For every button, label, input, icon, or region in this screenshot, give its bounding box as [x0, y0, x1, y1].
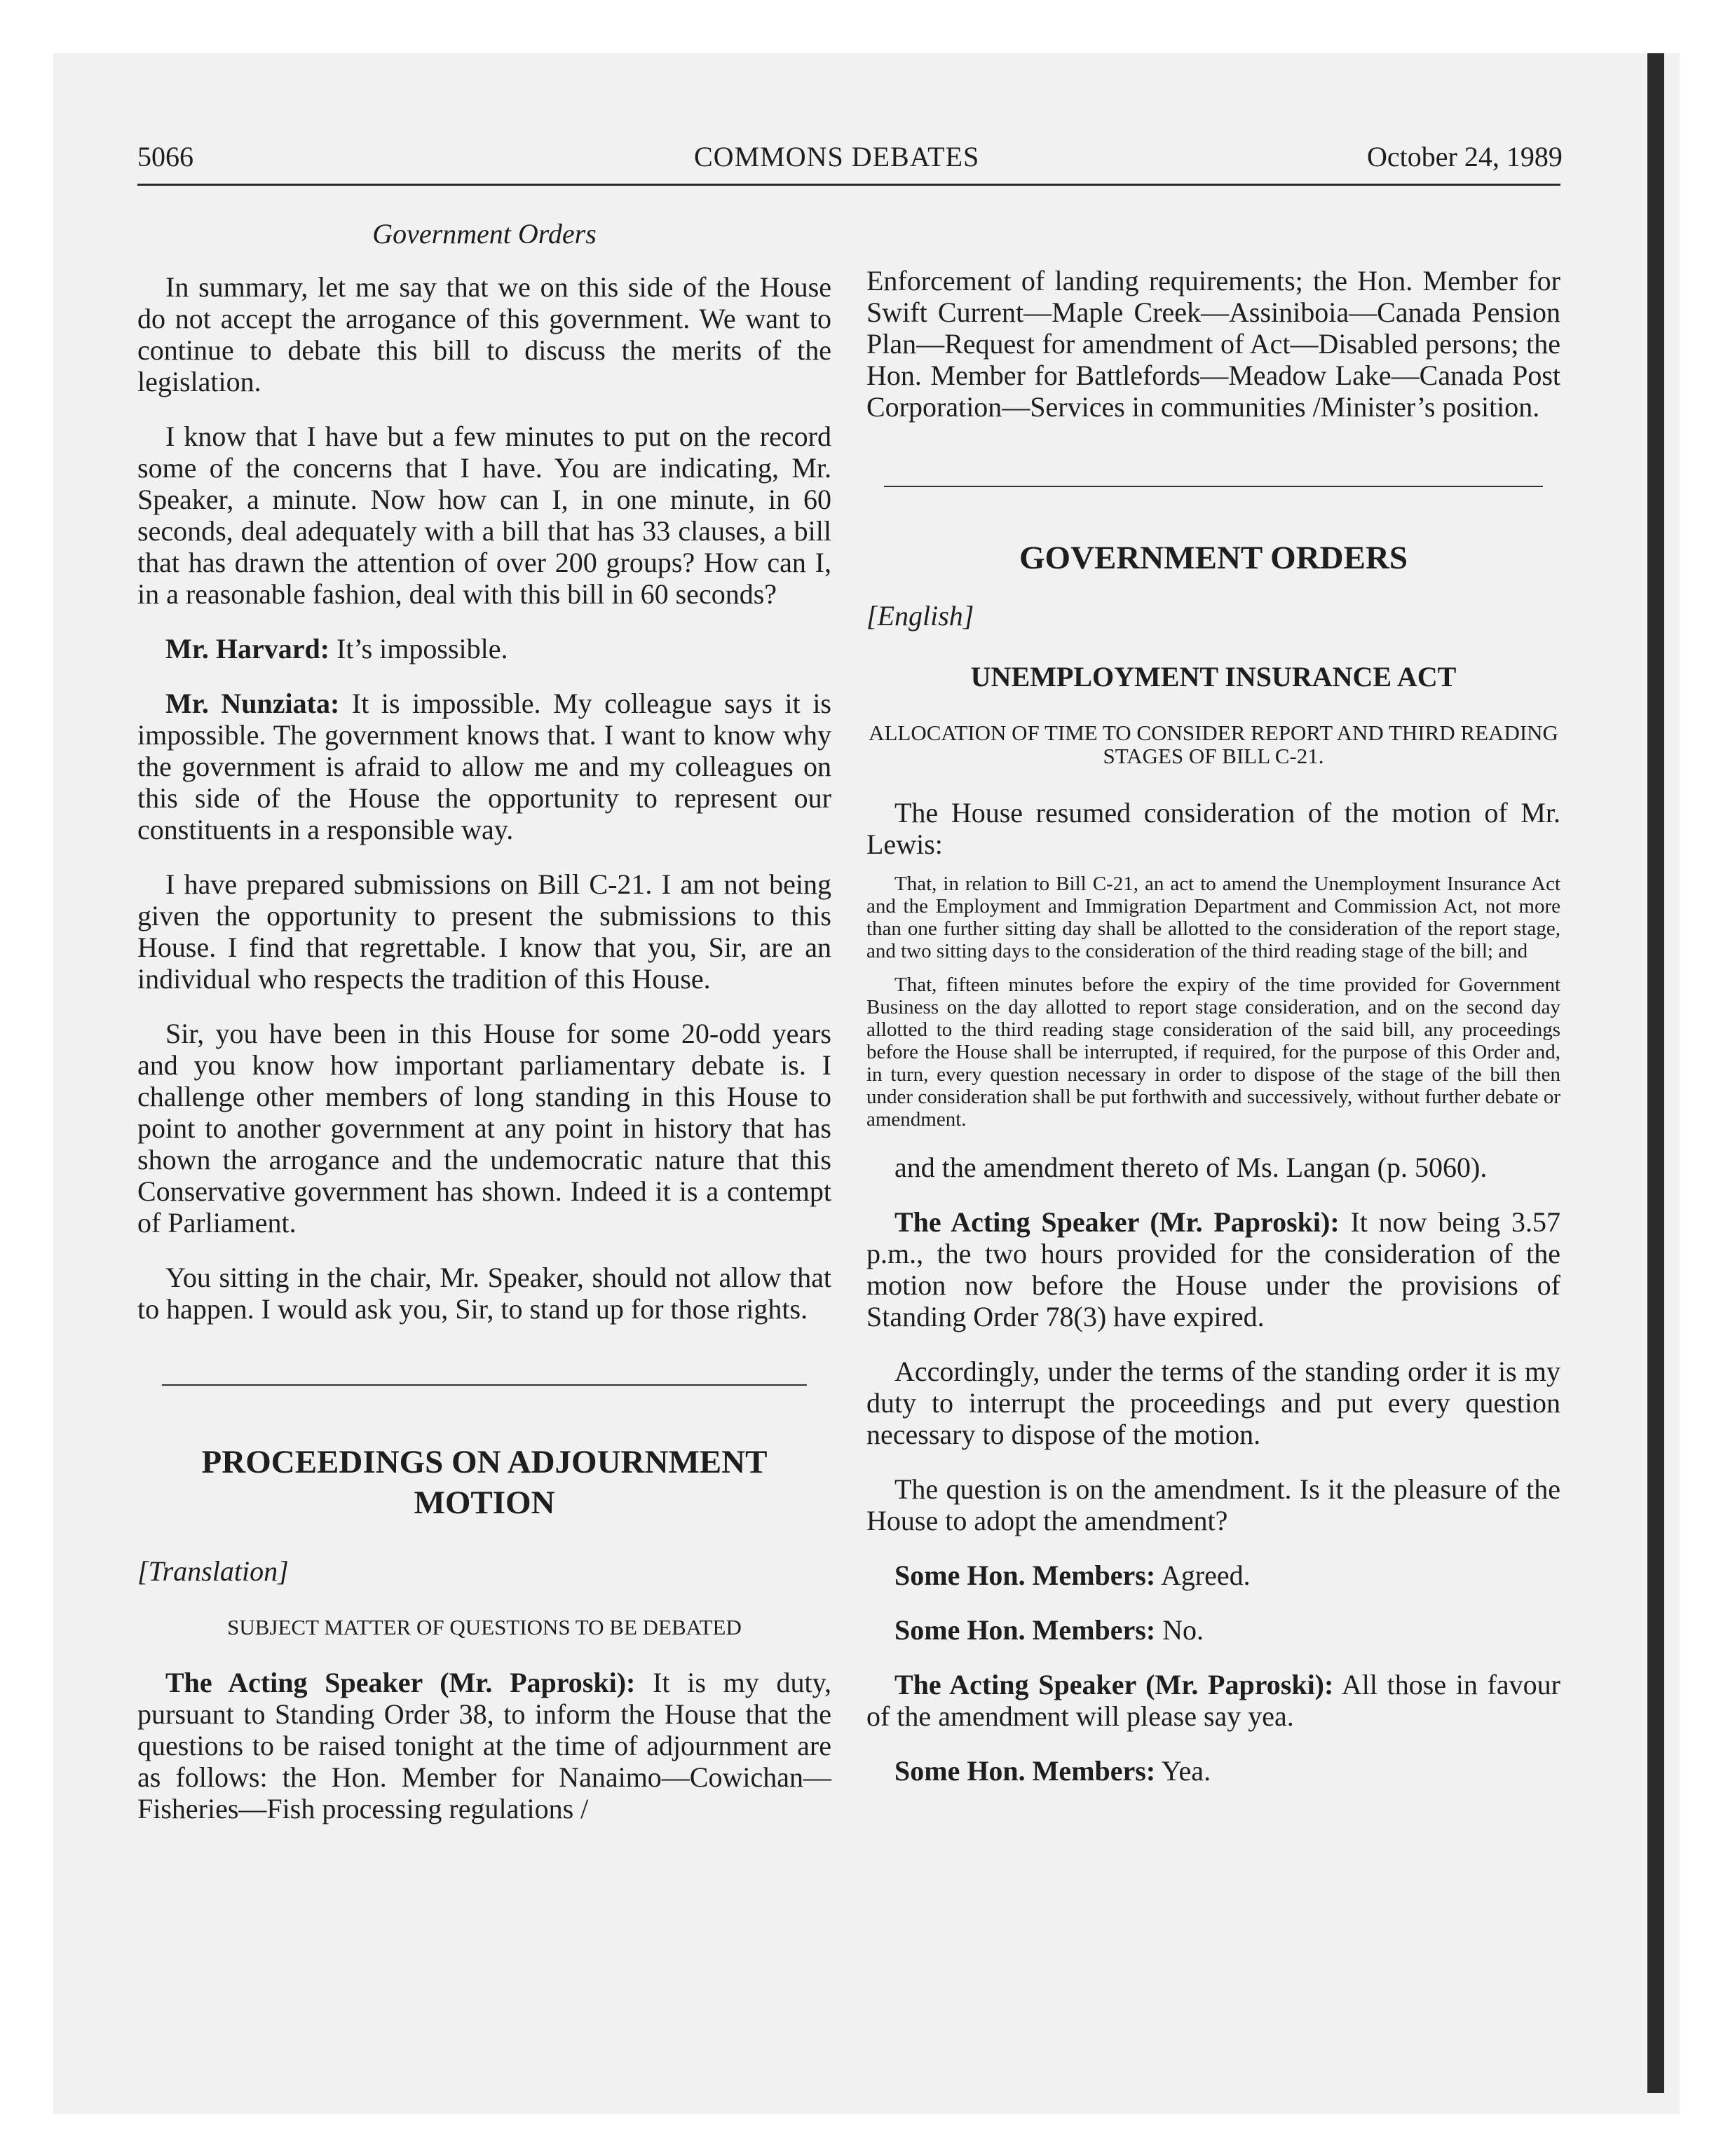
paragraph: Enforcement of landing requirements; the Hon. Member for Swift Current—Maple Creek—Assiniboia—Canada Pension Plan—Request for amendment of Act—Disabled persons; the Hon. Member for Battlefords—Meadow Lake—Canada Post Corporation—Services in communities /Minister’s position. — [866, 265, 1560, 423]
speech-text: Agreed. — [1160, 1560, 1251, 1591]
paragraph: I have prepared submissions on Bill C-21. I am not being given the opportunity to present the submissions to this House. I find that regrettable. I know that you, Sir, are an individual who respects the tradition of this House. — [137, 868, 831, 995]
act-heading: UNEMPLOYMENT INSURANCE ACT — [970, 661, 1457, 692]
publication-title: COMMONS DEBATES — [694, 141, 980, 172]
section-heading: GOVERNMENT ORDERS — [1019, 540, 1408, 576]
speaker-name: Some Hon. Members: — [894, 1755, 1156, 1787]
speech-text: No. — [1162, 1614, 1204, 1646]
speech-acting-speaker — [866, 1669, 1560, 1732]
paragraph: and the amendment thereto of Ms. Langan (p. 5060). — [894, 1152, 1488, 1183]
running-head: Government Orders — [372, 218, 597, 250]
left-column — [137, 217, 831, 1848]
speaker-name: The Acting Speaker (Mr. Paproski): — [165, 1667, 636, 1698]
speech-acting-speaker — [866, 1206, 1560, 1332]
right-column — [866, 265, 1560, 1810]
speech-acting-speaker — [137, 1667, 831, 1824]
allocation-heading: ALLOCATION OF TIME TO CONSIDER REPORT AND THIRD READING STAGES OF BILL C-21. — [869, 721, 1558, 768]
speech-harvard — [137, 633, 831, 664]
speech-text: It is my duty, pursuant to Standing Order 38, to inform the House that the questions to be raised tonight at the time of adjournment are as follows: the Hon. Member for Nanaimo—Cowichan—Fisheries—Fish processing regulations / — [137, 1667, 831, 1824]
paragraph: The question is on the amendment. Is it the pleasure of the House to adopt the amendment? — [866, 1473, 1560, 1536]
paragraph: I know that I have but a few minutes to put on the record some of the concerns that I have. You are indicating, Mr. Speaker, a minute. Now how can I, in one minute, in 60 seconds, deal adequately with a bill that has 33 clauses, a bill that has drawn the attention of over 200 groups? How can I, in a reasonable fashion, deal with this bill in 60 seconds? — [137, 421, 831, 610]
speaker-name: Some Hon. Members: — [894, 1560, 1156, 1591]
language-tag: [English] — [866, 600, 974, 632]
speech-nunziata — [137, 688, 831, 845]
header-rule — [137, 184, 1560, 186]
paragraph: In summary, let me say that we on this side of the House do not accept the arrogance of this government. We want to continue to debate this bill to discuss the merits of the legislation. — [137, 271, 831, 397]
section-divider — [884, 486, 1543, 487]
speaker-name: Some Hon. Members: — [894, 1614, 1156, 1646]
speech-members — [866, 1755, 1560, 1787]
speaker-name: Mr. Harvard: — [165, 633, 330, 664]
speech-members — [866, 1560, 1560, 1591]
section-divider — [162, 1384, 807, 1386]
speech-text: It’s impossible. — [336, 633, 508, 664]
speaker-name: The Acting Speaker (Mr. Paproski): — [894, 1669, 1334, 1700]
paragraph: Accordingly, under the terms of the standing order it is my duty to interrupt the proceedings and put every question necessary to dispose of the motion. — [866, 1356, 1560, 1450]
paragraph: You sitting in the chair, Mr. Speaker, should not allow that to happen. I would ask you, Sir, to stand up for those rights. — [137, 1262, 831, 1325]
speech-members — [866, 1614, 1560, 1646]
page-date: October 24, 1989 — [1367, 141, 1563, 172]
language-tag: [Translation] — [137, 1555, 289, 1587]
speech-text: Yea. — [1161, 1755, 1211, 1787]
motion-text: That, fifteen minutes before the expiry of the time provided for Government Business on the day allotted to report stage consideration, and on the second day allotted to the third reading stage consideration of the said bill, any proceedings before the House shall be interrupted, if required, for the purpose of this Order and, in turn, every question necessary in order to dispose of the stage of the bill then under consideration shall be put forthwith and successively, without further debate or amendment. — [866, 974, 1560, 1131]
paragraph: The House resumed consideration of the motion of Mr. Lewis: — [866, 797, 1560, 860]
speaker-name: Mr. Nunziata: — [165, 688, 340, 719]
page-number: 5066 — [137, 141, 193, 172]
paragraph: Sir, you have been in this House for some 20-odd years and you know how important parliamentary debate is. I challenge other members of long standing in this House to point to another government at any point in history that has shown the arrogance and the undemocratic nature that this Conservative government has shown. Indeed it is a contempt of Parliament. — [137, 1018, 831, 1239]
speaker-name: The Acting Speaker (Mr. Paproski): — [894, 1206, 1340, 1238]
motion-text: That, in relation to Bill C-21, an act to amend the Unemployment Insurance Act and the Employment and Immigration Department and Commission Act, not more than one further sitting day shall be allotted to the consideration of the report stage, and two sitting days to the consideration of the third reading stage of the bill; and — [866, 873, 1560, 962]
speech-text: It is impossible. My colleague says it is impossible. The government knows that. I want to know why the government is afraid to allow me and my colleagues on this side of the House the opportunity to represent our constituents in a responsible way. — [137, 688, 831, 845]
speech-text: It now being 3.57 p.m., the two hours provided for the consideration of the motion now before the House under the provisions of Standing Order 78(3) have expired. — [866, 1206, 1561, 1332]
speech-text: All those in favour of the amendment will please say yea. — [866, 1669, 1560, 1732]
subheading: SUBJECT MATTER OF QUESTIONS TO BE DEBATED — [227, 1615, 742, 1639]
binding-edge — [1647, 53, 1664, 2093]
section-heading: PROCEEDINGS ON ADJOURNMENT MOTION — [201, 1444, 768, 1521]
